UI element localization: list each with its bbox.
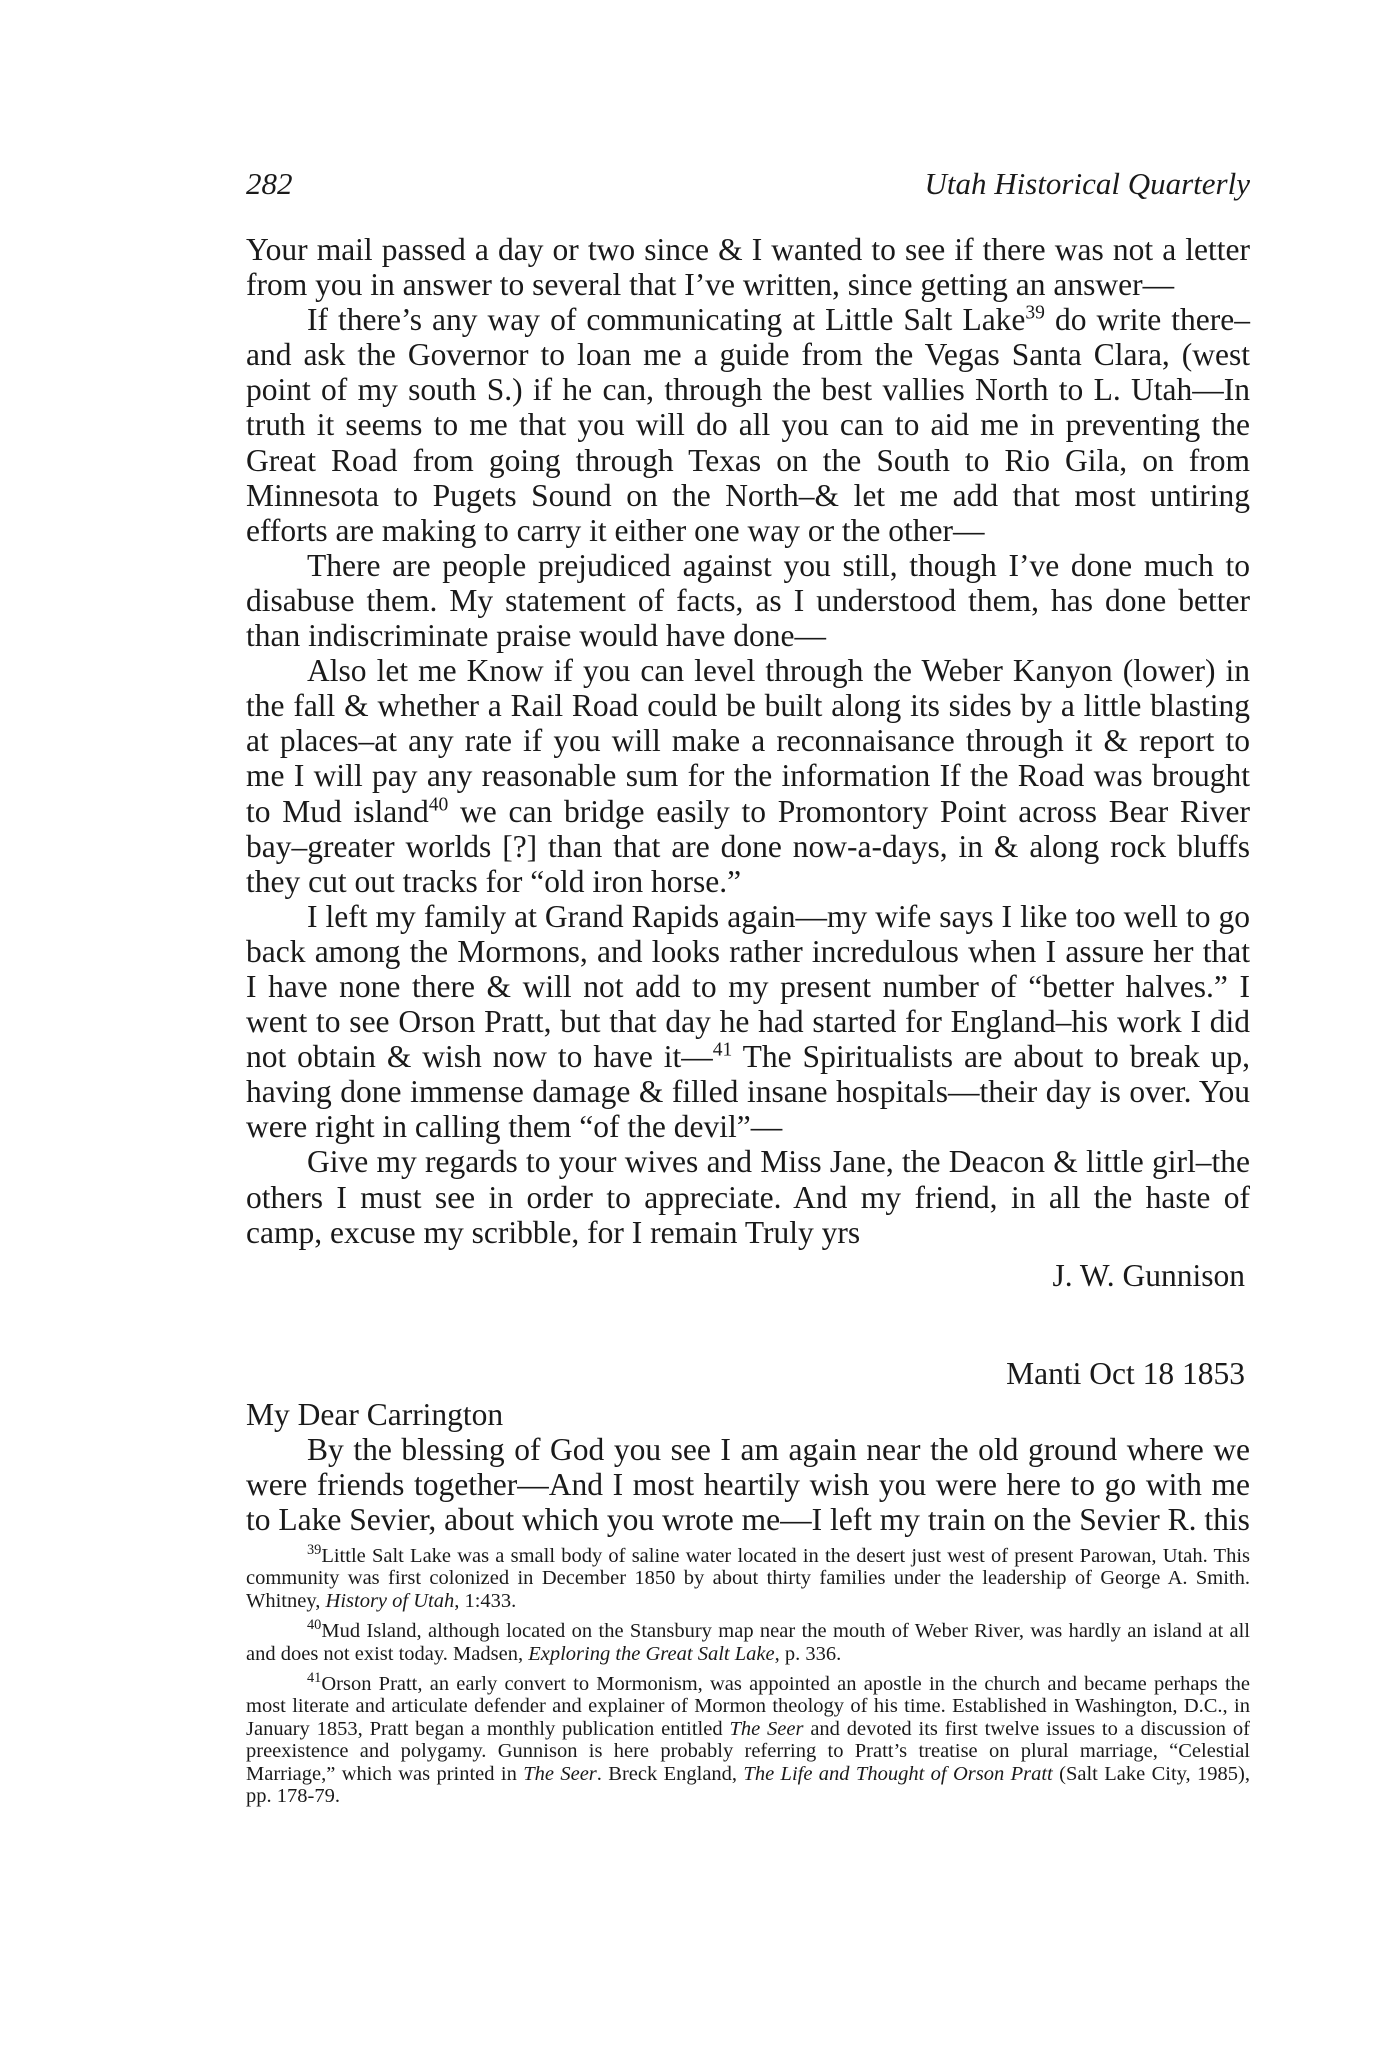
footnote-ref: 39 bbox=[1025, 302, 1045, 324]
footnote-41: $^{41}$Orson Pratt, an early convert to Mormonism, was appointed an apostle in the church and became perhaps the most literate and articulate defender and explainer of Mormon theology of his time. Established in Washington, D.C., in January 1853, Pratt began a monthly publication entitled The Seer and devoted its first twelve issues to a discussion of preexistence and polygamy. Gunnison is here probably referring to Pratt’s treatise on plural marriage, “Celestial Marriage,” which was printed in The Seer. Breck England, The Life and Thought of Orson Pratt (Salt Lake City, 1985), pp. 178-79. bbox=[246, 1670, 1251, 1808]
paragraph: Your mail passed a day or two since & I wanted to see if there was not a letter from you in answer to several that I’ve written, since getting an answer— bbox=[246, 232, 1250, 303]
footnote-ref: 41 bbox=[712, 1039, 733, 1061]
paragraph: Give my regards to your wives and Miss Jane, the Deacon & little girl–the others I must see in order to appreciate. And my friend, in all the haste of camp, excuse my scribble, for I remain Truly yrs bbox=[246, 1144, 1250, 1250]
paragraph: I left my family at Grand Rapids again—my wife says I like too well to go back among the Mormons, and looks rather incredulous when I assure her that I have none there & will not add to my present number of “better halves.” I went to see Orson Pratt, but that day he had started for England–his work I did not obtain & wish now to have it—$^{41}$ The Spiritualists are about to break up, having done immense damage & filled insane hospitals—their day is over. You were right in calling them “of the devil”— bbox=[246, 898, 1251, 1145]
running-head: Utah Historical Quarterly bbox=[924, 166, 1250, 201]
paragraph: Also let me Know if you can level through the Weber Kanyon (lower) in the fall & whether a Rail Road could be built along its sides by a little blasting at places–at any rate if you will make a reconnaisance through it & report to me I will pay any reasonable sum for the information If the Road was brought to Mud island$^{40}$ we can bridge easily to Promontory Point across Bear River bay–greater worlds [?] than that are done now-a-days, in & along rock bluffs they cut out tracks for “old iron horse.” bbox=[246, 653, 1250, 899]
footnote-39: $^{39}$Little Salt Lake was a small body of saline water located in the desert just west of present Parowan, Utah. This community was first colonized in December 1850 by about thirty families under the leadership of George A. Smith. Whitney, History of Utah, 1:433. bbox=[246, 1542, 1250, 1612]
footnote-ref: 40 bbox=[428, 794, 449, 815]
paragraph: There are people prejudiced against you still, though I’ve done much to disabuse them. My statement of facts, as I understood them, has done better than indiscriminate praise would have done— bbox=[246, 547, 1250, 654]
dateline: Manti Oct 18 1853 bbox=[1006, 1355, 1245, 1391]
salutation: My Dear Carrington bbox=[246, 1396, 504, 1432]
page-header bbox=[246, 166, 1250, 206]
paragraph: If there’s any way of communicating at Little Salt Lake$^{39}$ do write there–and ask the Governor to loan me a guide from the Vegas Santa Clara, (west point of my south S.) if he can, through the best vallies North to L. Utah—In truth it seems to me that you will do all you can to aid me in preventing the Great Road from going through Texas on the South to Rio Gila, on from Minnesota to Pugets Sound on the North–& let me add that most untiring efforts are making to carry it either one way or the other— bbox=[246, 302, 1250, 548]
signature: J. W. Gunnison bbox=[1052, 1257, 1245, 1293]
letter-body bbox=[246, 232, 1250, 1537]
footnotes bbox=[246, 1542, 1251, 1815]
footnote-40: $^{40}$Mud Island, although located on the Stansbury map near the mouth of Weber River, was hardly an island at all and does not exist today. Madsen, Exploring the Great Salt Lake, p. 336. bbox=[246, 1617, 1250, 1665]
page-number: 282 bbox=[246, 166, 293, 201]
paragraph: By the blessing of God you see I am again near the old ground where we were friends together—And I most heartily wish you were here to go with me to Lake Sevier, about which you wrote me—I left my train on the Sevier R. this bbox=[246, 1432, 1250, 1538]
